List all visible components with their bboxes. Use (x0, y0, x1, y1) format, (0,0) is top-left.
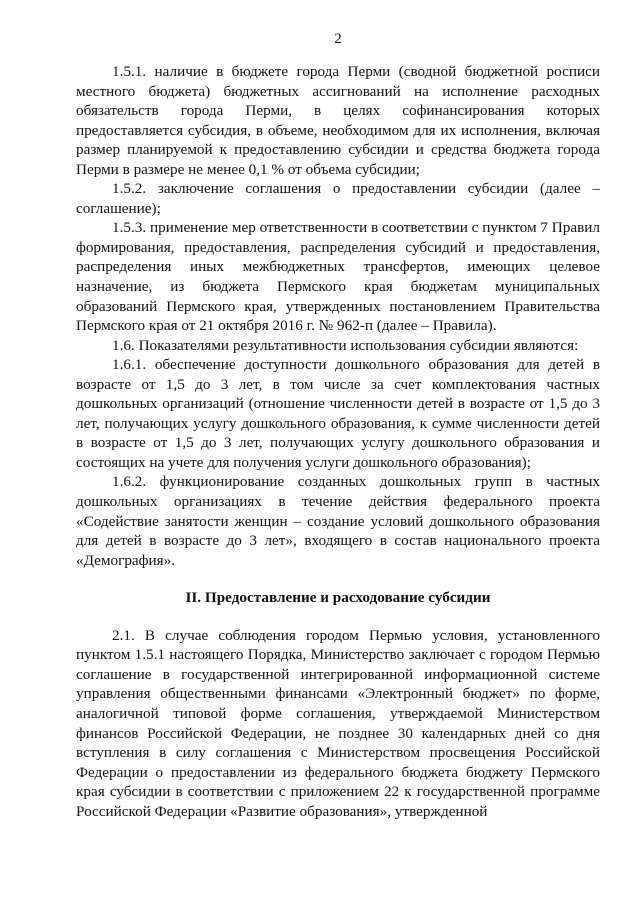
paragraph-1-6: 1.6. Показателями результативности использования субсидии являются: (112, 336, 579, 354)
paragraph-2-1: 2.1. В случае соблюдения городом Пермью условия, установленного пунктом 1.5.1 настоящего Порядка, Министерство заключает с городом Пермью соглашение в государственной интегрированной информационной системе управления общественными финансами «Электронный бюджет» по форме, аналогичной типовой форме соглашения, утверждаемой Министерством финансов Российской Федерации, не позднее 30 календарных дней со дня вступления в силу соглашения с Министерством просвещения Российской Федерации о предоставлении из федерального бюджета бюджету Пермского края субсидии в соответствии с приложением 22 к государственной программе Российской Федерации «Развитие образования», утвержденной (76, 626, 600, 820)
paragraph-1-5-2: 1.5.2. заключение соглашения о предоставлении субсидии (далее – соглашение); (76, 180, 600, 217)
section-heading: II. Предоставление и расходование субсидии (185, 589, 491, 607)
paragraph-1-5-3: 1.5.3. применение мер ответственности в соответствии с пунктом 7 Правил формирования, предоставления, распределения субсидий и предоставления, распределения иных межбюджетных трансфертов, имеющих целевое назначение, из бюджета Пермского края бюджетам муниципальных образований Пермского края, утвержденных постановлением Правительства Пермского края от 21 октября 2016 г. № 962-п (далее – Правила). (76, 219, 600, 335)
paragraph-1-5-1: 1.5.1. наличие в бюджете города Перми (сводной бюджетной росписи местного бюджета) бюджетных ассигнований на исполнение расходных обязательств города Перми, в целях софинансирования которых предоставляется субсидия, в объеме, необходимом для их исполнения, включая размер планируемой к предоставлению субсидии и средства бюджета города Перми в размере не менее 0,1 % от объема субсидии; (76, 63, 600, 178)
page-number: 2 (334, 31, 342, 47)
paragraph-1-6-2: 1.6.2. функционирование созданных дошкольных групп в частных дошкольных организациях в течение действия федерального проекта «Содействие занятости женщин – создание условий дошкольного образования для детей в возрасте до 3 лет», входящего в состав национального проекта «Демография». (76, 473, 600, 569)
paragraph-1-6-1: 1.6.1. обеспечение доступности дошкольного образования для детей в возрасте от 1,5 до 3 лет, в том числе за счет комплектования частных дошкольных организаций (отношение численности детей в возрасте от 1,5 до 3 лет, получающих услугу дошкольного образования, к сумме численности детей в возрасте от 1,5 до 3 лет, получающих услугу дошкольного образования и состоящих на учете для получения услуги дошкольного образования); (76, 356, 600, 471)
